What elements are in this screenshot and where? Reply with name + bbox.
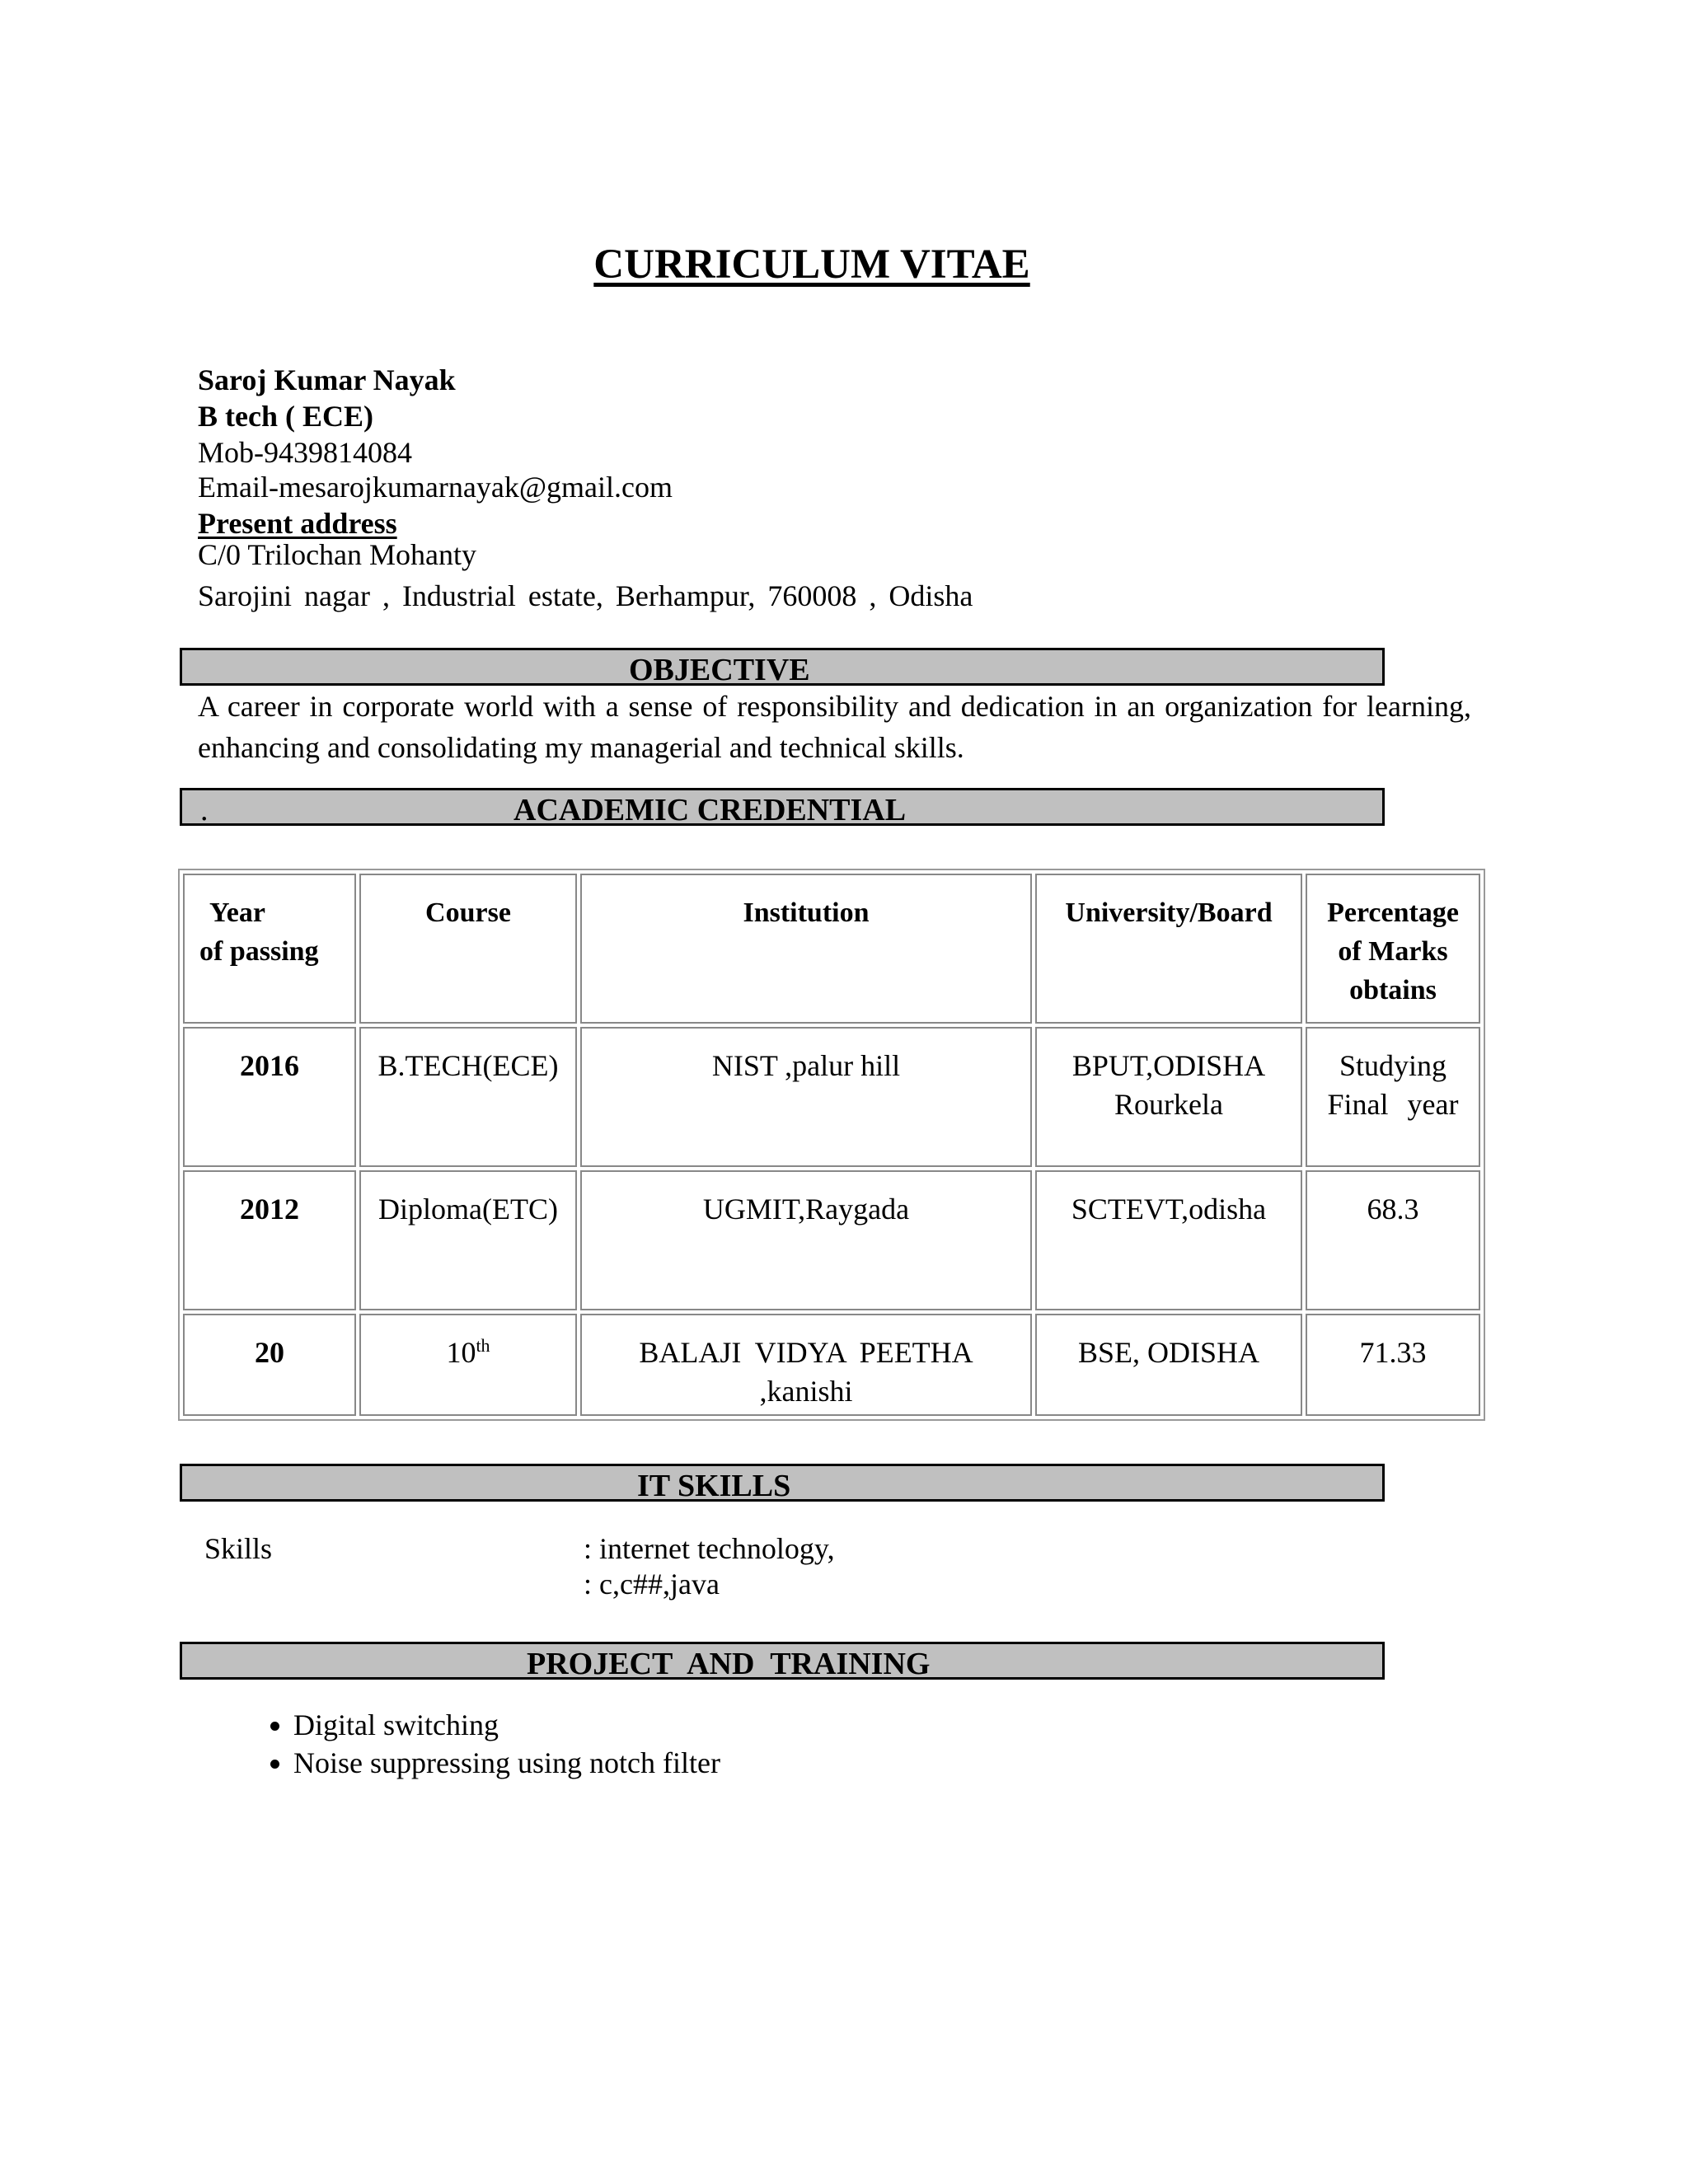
cell-percentage	[1306, 1027, 1480, 1167]
table-header-row	[183, 874, 1480, 1024]
cell-year: 20	[183, 1314, 356, 1416]
list-item: • Digital switching	[293, 1706, 720, 1744]
objective-heading-bar	[180, 648, 1385, 686]
cell-percentage-line-2: Final year	[1327, 1088, 1459, 1121]
header-percentage-line-1: Percentage	[1327, 898, 1459, 928]
cell-institution: UGMIT,Raygada	[580, 1170, 1032, 1310]
skills-value-1: : internet technology,	[584, 1532, 835, 1565]
header-percentage-line-3: obtains	[1349, 975, 1437, 1005]
objective-heading: OBJECTIVE	[629, 653, 810, 687]
cell-university: SCTEVT,odisha	[1035, 1170, 1302, 1310]
cell-course-superscript: th	[476, 1335, 490, 1356]
header-year-line-2: of passing	[199, 936, 319, 967]
table-row	[183, 1170, 1480, 1310]
cell-course: Diploma(ETC)	[359, 1170, 577, 1310]
skills-values	[584, 1531, 835, 1602]
cell-institution: NIST ,palur hill	[580, 1027, 1032, 1167]
cell-university-line-1: BPUT,ODISHA	[1071, 1049, 1266, 1082]
header-course: Course	[359, 874, 577, 1024]
it-skills-heading: IT SKILLS	[637, 1469, 791, 1503]
cell-institution-line-2: ,kanishi	[759, 1375, 853, 1408]
academic-heading-bar	[180, 788, 1385, 826]
list-item: • Noise suppressing using notch filter	[293, 1744, 720, 1782]
cell-university	[1035, 1027, 1302, 1167]
header-institution: Institution	[580, 874, 1032, 1024]
candidate-name: Saroj Kumar Nayak	[198, 363, 456, 396]
address-line-1: C/0 Trilochan Mohanty	[198, 538, 477, 571]
header-university: University/Board	[1035, 874, 1302, 1024]
cell-course-text: 10	[446, 1336, 476, 1369]
cell-percentage-line-1: Studying	[1339, 1049, 1447, 1082]
project-heading: PROJECT AND TRAINING	[527, 1647, 931, 1681]
address-heading: Present address	[198, 507, 397, 540]
it-skills-heading-bar	[180, 1464, 1385, 1502]
table-row	[183, 1027, 1480, 1167]
cell-percentage: 68.3	[1306, 1170, 1480, 1310]
academic-heading: ACADEMIC CREDENTIAL	[513, 793, 907, 827]
cell-course	[359, 1314, 577, 1416]
project-heading-bar	[180, 1642, 1385, 1680]
header-year-line-1: Year	[209, 898, 265, 928]
skills-label: Skills	[204, 1532, 273, 1565]
objective-text: A career in corporate world with a sense of responsibility and dedication in an organization for learning, enhancing and consolidating my managerial and technical skills.	[198, 690, 1471, 764]
cell-course: B.TECH(ECE)	[359, 1027, 577, 1167]
cell-year: 2016	[183, 1027, 356, 1167]
project-list	[247, 1706, 720, 1782]
candidate-degree: B tech ( ECE)	[198, 400, 373, 433]
academic-heading-dot: .	[200, 793, 209, 827]
cell-year: 2012	[183, 1170, 356, 1310]
mobile-number: Mob-9439814084	[198, 436, 412, 469]
cell-university-line-2: Rourkela	[1114, 1088, 1223, 1121]
address-line-2: Sarojini nagar , Industrial estate, Berhampur, 760008 , Odisha	[198, 579, 973, 612]
academic-credentials-table	[178, 869, 1485, 1421]
cell-university: BSE, ODISHA	[1035, 1314, 1302, 1416]
document-title: CURRICULUM VITAE	[593, 241, 1030, 288]
header-year	[183, 874, 356, 1024]
header-percentage-line-2: of Marks	[1338, 936, 1448, 967]
header-percentage	[1306, 874, 1480, 1024]
skills-value-2: : c,c##,java	[584, 1568, 720, 1601]
cell-institution-line-1: BALAJI VIDYA PEETHA	[639, 1336, 973, 1369]
table-row	[183, 1314, 1480, 1416]
email-address: Email-mesarojkumarnayak@gmail.com	[198, 471, 673, 504]
cell-institution	[580, 1314, 1032, 1416]
cell-percentage: 71.33	[1306, 1314, 1480, 1416]
